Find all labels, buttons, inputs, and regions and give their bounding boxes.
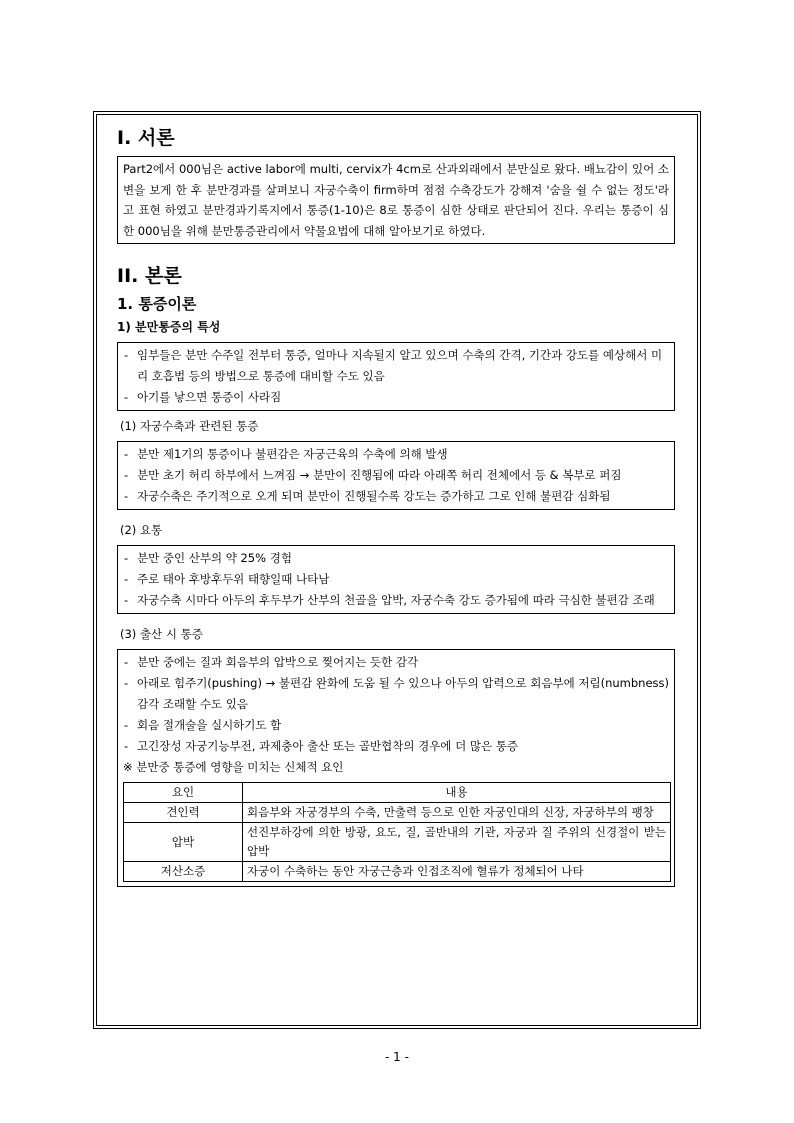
physical-factors-table <box>123 782 671 882</box>
list-item: - 회음 절개술을 실시하기도 함 <box>123 715 669 736</box>
table-cell-factor: 저산소증 <box>124 862 243 882</box>
table-caption: ※ 분만중 통증에 영향을 미치는 신체적 요인 <box>123 760 344 775</box>
labor-pain-characteristics-box <box>117 342 675 411</box>
intro-paragraph: Part2에서 000님은 active labor에 multi, cervix가 4cm로 산과외래에서 분만실로 왔다. 배뇨감이 있어 소변을 보게 한 후 분만경과를 살펴보니 자궁수축이 firm하며 점점 수축강도가 강해져 '숨을 쉴 수 없는 정도'라고 표현 하였고 분만경과기록지에서 통증(1-10)은 8로 통증이 심한 상태로 판단되어 진다. 우리는 통증이 심한 000님을 위해 분만통증관리에서 약물요법에 대해 알아보기로 하였다. <box>123 162 669 238</box>
table-cell-factor: 압박 <box>124 823 243 862</box>
intro-heading: I. 서론 <box>117 127 175 149</box>
list-item: - 분만 초기 허리 하부에서 느껴짐 → 분만이 진행됨에 따라 아래쪽 허리 전체에서 등 & 복부로 퍼짐 <box>123 465 669 486</box>
table-row <box>124 823 671 862</box>
subsection-heading: 1. 통증이론 <box>117 295 197 314</box>
list-item: - 분만 중에는 질과 회음부의 압박으로 찢어지는 듯한 감각 <box>123 652 669 673</box>
list-item: - 고긴장성 자궁기능부전, 과제충아 출산 또는 골반협착의 경우에 더 많은 통증 <box>123 736 669 757</box>
uterine-contraction-box <box>117 441 675 510</box>
table-header-row <box>124 783 671 803</box>
sub-subsection-heading: 1) 분만통증의 특성 <box>117 320 221 335</box>
body-heading: II. 본론 <box>117 265 182 288</box>
list-item: - 아래로 힘주기(pushing) → 불편감 완화에 도움 될 수 있으나 아두의 압력으로 회음부에 저림(numbness) 감각 조래할 수도 있음 <box>123 673 669 715</box>
delivery-pain-box <box>117 649 675 887</box>
item-heading-back-pain: (2) 요통 <box>120 523 163 538</box>
list-item: - 아기를 낳으면 통증이 사라짐 <box>123 387 669 408</box>
document-content <box>117 124 677 887</box>
list-item: - 자궁수축 시마다 아두의 후두부가 산부의 천골을 압박, 자궁수축 강도 증가됨에 따라 극심한 불편감 조래 <box>123 590 669 611</box>
table-cell-factor: 견인력 <box>124 803 243 823</box>
table-header-factor: 요인 <box>124 783 243 803</box>
item-heading-uterine-contraction: (1) 자궁수축과 관련된 통증 <box>120 419 259 434</box>
list-item: - 임부들은 분만 수주일 전부터 통증, 얼마나 지속될지 알고 있으며 수축의 간격, 기간과 강도를 예상해서 미리 호흡법 등의 방법으로 통증에 대비할 수도 있음 <box>123 345 669 387</box>
table-cell-content: 자궁이 수축하는 동안 자궁근층과 인접조직에 혈류가 정체되어 나타 <box>243 862 671 882</box>
back-pain-box <box>117 545 675 614</box>
list-item: - 주로 태아 후방후두위 태향일때 나타남 <box>123 569 669 590</box>
list-item: - 분만 중인 산부의 약 25% 경험 <box>123 548 669 569</box>
table-row <box>124 862 671 882</box>
item-heading-delivery-pain: (3) 출산 시 통증 <box>120 627 203 642</box>
table-cell-content: 회음부와 자궁경부의 수축, 만출력 등으로 인한 자궁인대의 신장, 자궁하부의 팽창 <box>243 803 671 823</box>
table-row <box>124 803 671 823</box>
table-header-content: 내용 <box>243 783 671 803</box>
intro-paragraph-box <box>117 156 675 244</box>
list-item: - 분만 제1기의 통증이나 불편감은 자궁근육의 수축에 의해 발생 <box>123 444 669 465</box>
list-item: - 자궁수축은 주기적으로 오게 되며 분만이 진행될수록 강도는 증가하고 그로 인해 불편감 심화됨 <box>123 486 669 507</box>
page-number: - 1 - <box>385 1050 409 1064</box>
table-cell-content: 선진부하강에 의한 방광, 요도, 질, 골반내의 기관, 자궁과 질 주위의 신경절이 받는 압박 <box>243 823 671 862</box>
